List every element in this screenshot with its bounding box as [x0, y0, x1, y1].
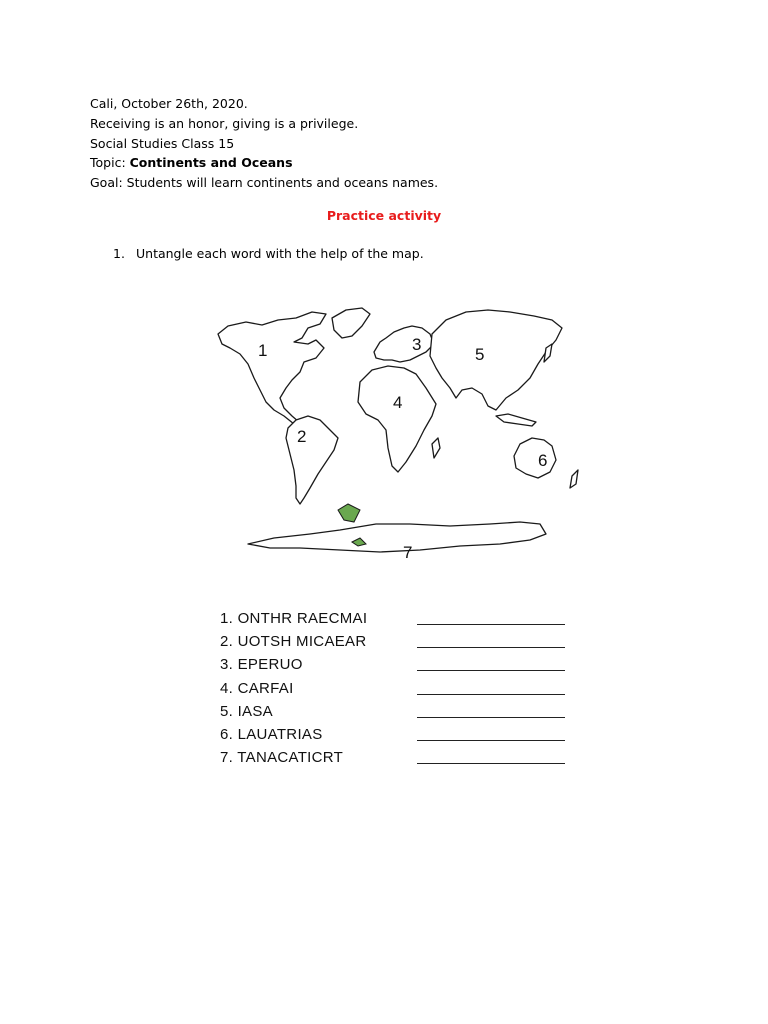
practice-title: Practice activity — [326, 208, 442, 223]
antarctic-peninsula-highlight — [338, 504, 360, 522]
topic-value: Continents and Oceans — [129, 155, 293, 171]
answer-blank[interactable] — [417, 717, 565, 718]
answer-blank[interactable] — [417, 694, 565, 695]
map-label-2: 2 — [297, 427, 307, 446]
landmass-new-zealand — [570, 470, 578, 488]
goal-label: Goal: — [90, 175, 127, 191]
map-label-5: 5 — [475, 345, 485, 364]
word-row — [220, 610, 570, 633]
world-map-svg — [200, 298, 605, 563]
answer-blank[interactable] — [417, 763, 565, 764]
word-list — [220, 610, 570, 772]
continent-south-america — [286, 416, 338, 504]
scrambled-word: 3. EPERUO — [220, 656, 303, 674]
goal-line — [90, 173, 438, 193]
scrambled-word: 5. IASA — [220, 702, 273, 720]
continent-africa — [358, 366, 436, 472]
scrambled-word: 7. TANACATICRT — [220, 749, 344, 767]
instruction-number: 1. — [113, 246, 125, 261]
landmass-madagascar — [432, 438, 440, 458]
instruction-text: Untangle each word with the help of the map. — [136, 246, 424, 261]
class-line: Social Studies Class 15 — [90, 135, 235, 151]
instruction-item — [113, 246, 424, 261]
goal-value: Students will learn continents and oceans names. — [126, 175, 439, 191]
answer-blank[interactable] — [417, 740, 565, 741]
answer-blank[interactable] — [417, 647, 565, 648]
continent-asia — [430, 310, 562, 410]
word-row — [220, 726, 570, 749]
word-row — [220, 633, 570, 656]
continent-north-america — [218, 312, 326, 424]
answer-blank[interactable] — [417, 624, 565, 625]
scrambled-word: 6. LAUATRIAS — [220, 725, 323, 743]
landmass-greenland — [332, 308, 370, 338]
map-label-3: 3 — [412, 335, 422, 354]
landmass-indonesia — [496, 414, 536, 426]
header-block — [90, 94, 438, 193]
topic-label: Topic: — [90, 155, 130, 171]
motto-line: Receiving is an honor, giving is a privilege. — [90, 115, 359, 131]
word-row — [220, 749, 570, 772]
continent-europe — [374, 326, 434, 362]
continent-australia — [514, 438, 556, 478]
scrambled-word: 4. CARFAI — [220, 679, 294, 697]
map-label-1: 1 — [258, 341, 268, 360]
answer-blank[interactable] — [417, 670, 565, 671]
scrambled-word: 1. ONTHR RAECMAI — [220, 610, 368, 627]
word-row — [220, 680, 570, 703]
map-label-4: 4 — [393, 393, 403, 412]
map-label-7: 7 — [403, 543, 413, 562]
scrambled-word: 2. UOTSH MICAEAR — [220, 633, 367, 651]
word-row — [220, 703, 570, 726]
topic-line — [90, 153, 438, 173]
continent-antarctica — [248, 522, 546, 552]
date-line: Cali, October 26th, 2020. — [90, 96, 248, 111]
world-map — [200, 298, 605, 563]
map-label-6: 6 — [538, 451, 548, 470]
word-row — [220, 656, 570, 679]
